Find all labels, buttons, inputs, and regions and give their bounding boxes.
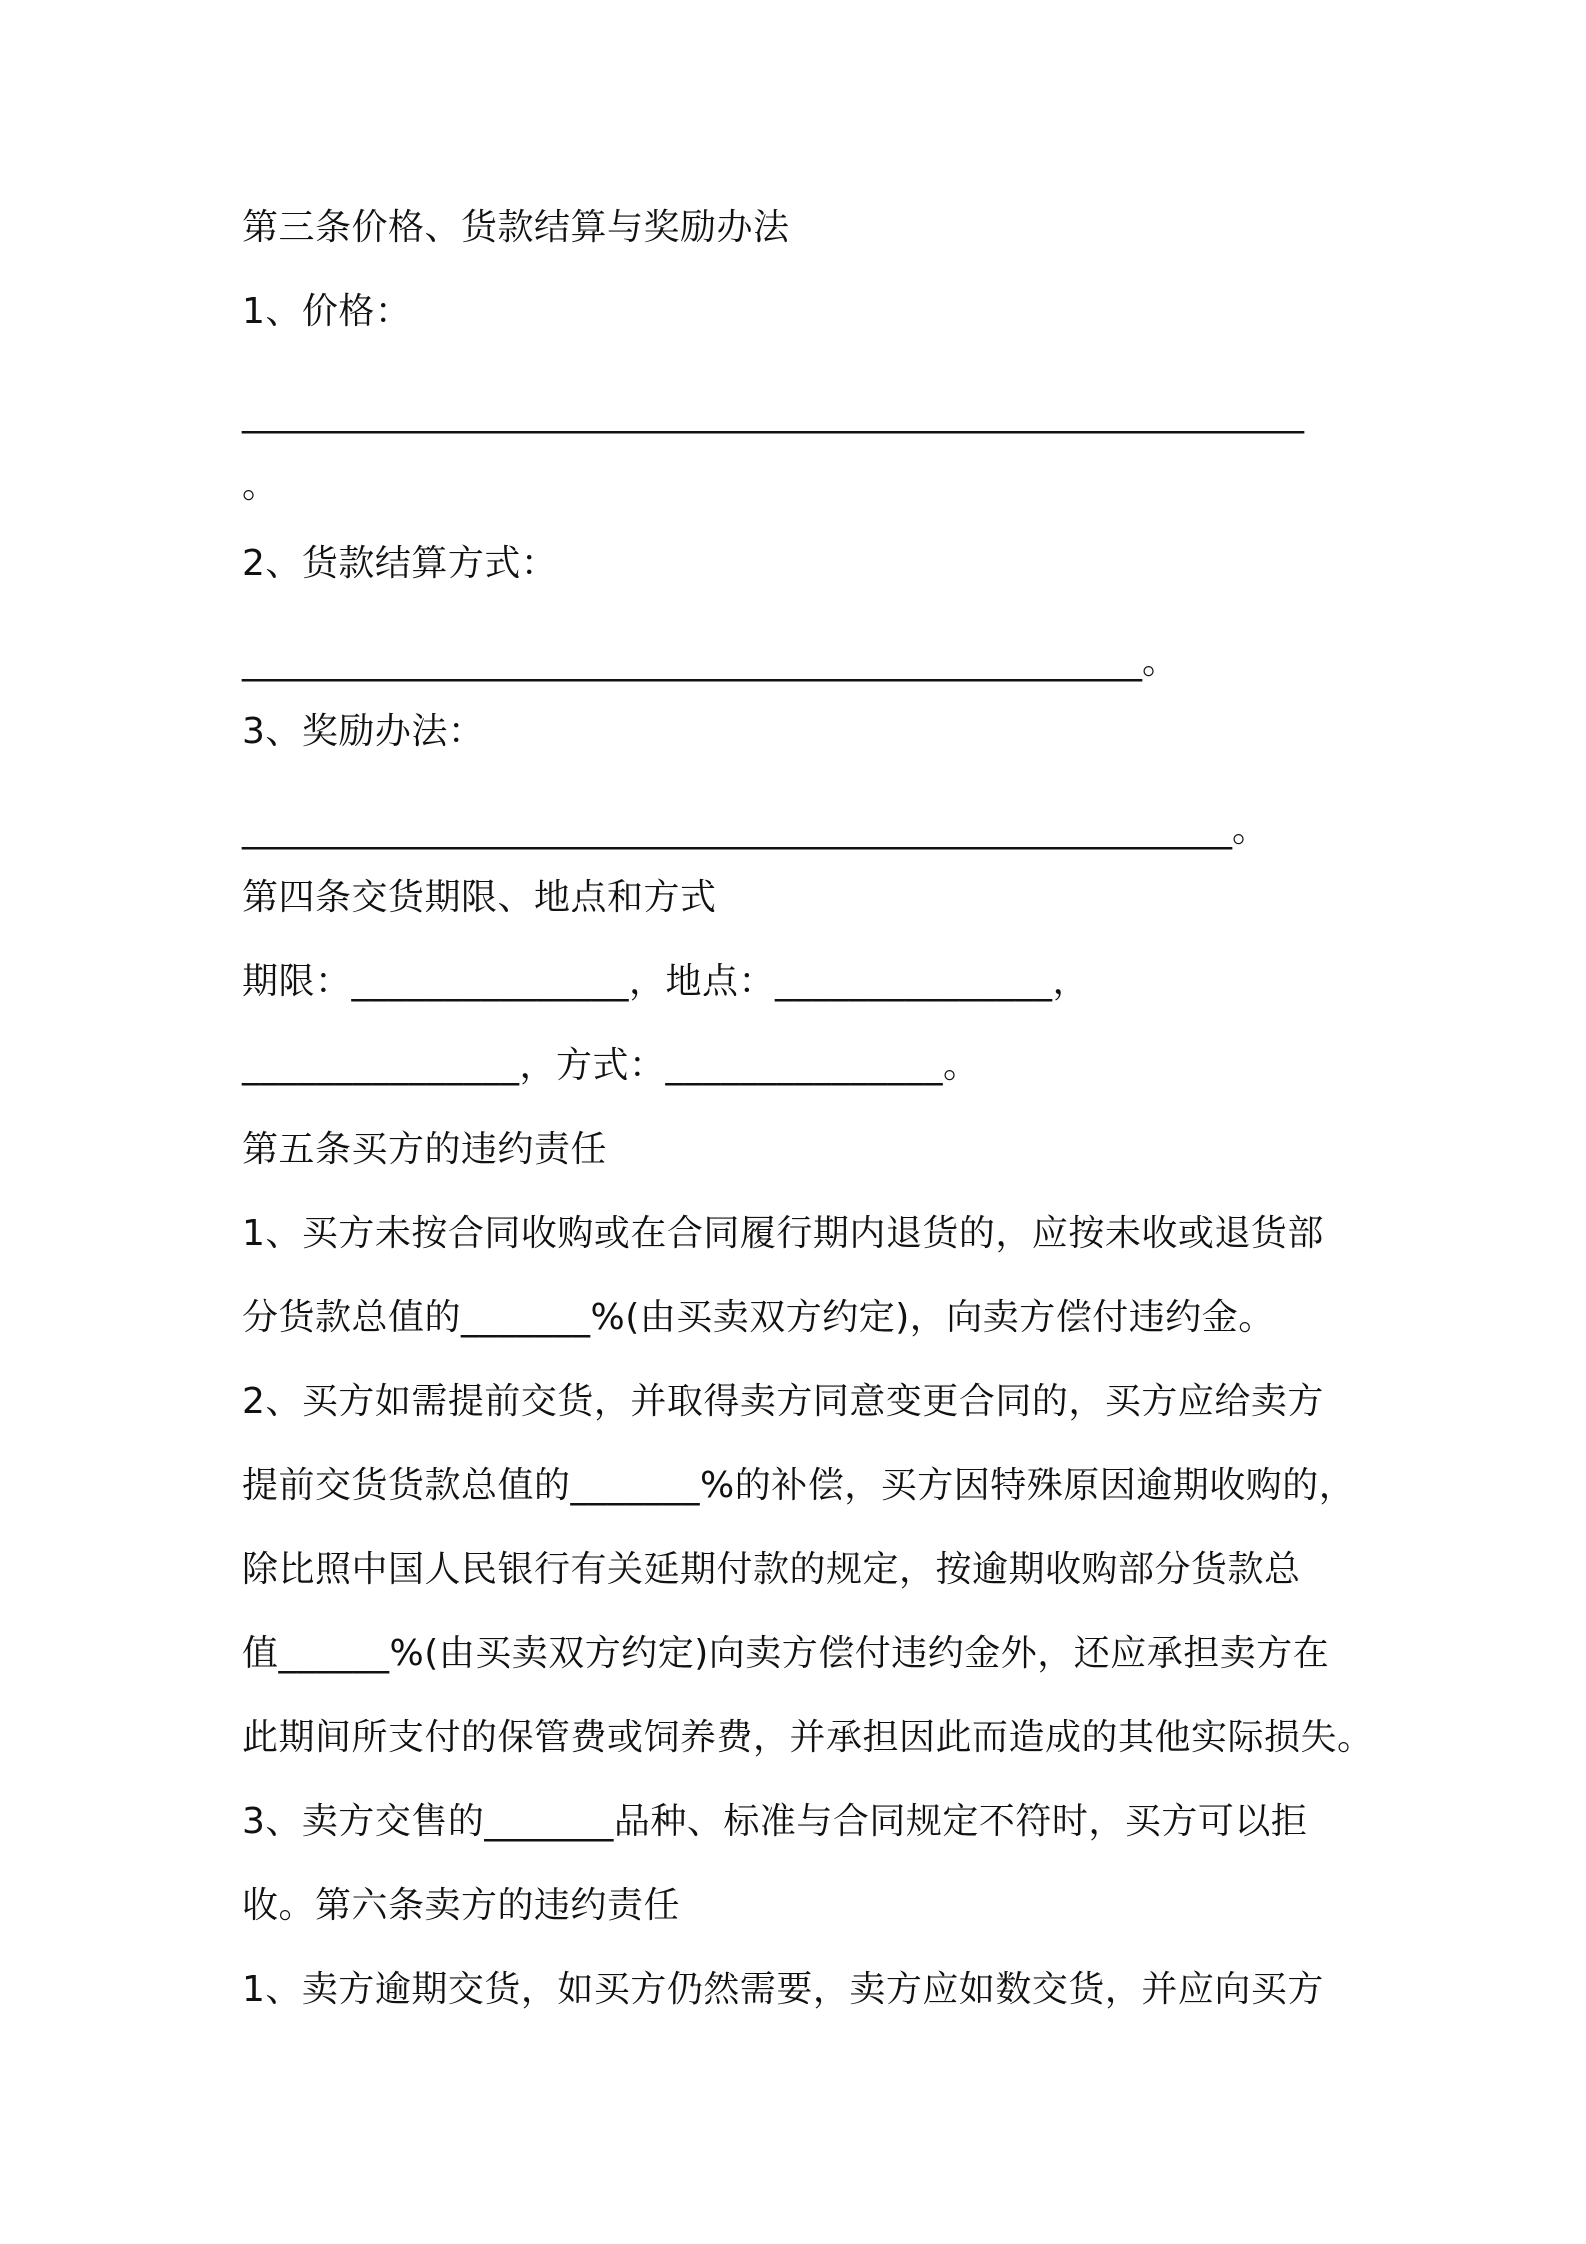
reward-blank: _______________________________________________________。 <box>242 809 1268 850</box>
settlement-label: 2、货款结算方式： <box>242 543 558 584</box>
reward-label: 3、奖励办法： <box>242 711 485 752</box>
article-3-heading: 第三条价格、货款结算与奖励办法 <box>242 207 790 248</box>
article-6-heading: 收。第六条卖方的违约责任 <box>242 1885 681 1926</box>
buyer-liability-2c: 除比照中国人民银行有关延期付款的规定，按逾期收购部分货款总 <box>242 1549 1301 1590</box>
delivery-method-line: _______________，方式：_______________。 <box>242 1045 980 1086</box>
buyer-liability-1b: 分货款总值的_______%(由买卖双方约定)，向卖方偿付违约金。 <box>242 1297 1275 1338</box>
delivery-term-line: 期限：_______________，地点：_______________， <box>242 961 1090 1002</box>
article-4-heading: 第四条交货期限、地点和方式 <box>242 877 717 918</box>
article-5-heading: 第五条买方的违约责任 <box>242 1129 608 1170</box>
price-blank: ___________________________________________________________ <box>242 393 1304 434</box>
buyer-liability-2d: 值______%(由买卖双方约定)向卖方偿付违约金外，还应承担卖方在 <box>242 1633 1330 1674</box>
buyer-liability-2b: 提前交货货款总值的_______%的补偿，买方因特殊原因逾期收购的， <box>242 1465 1356 1506</box>
settlement-blank: __________________________________________________。 <box>242 641 1178 682</box>
buyer-liability-3a: 3、卖方交售的_______品种、标准与合同规定不符时，买方可以拒 <box>242 1801 1308 1842</box>
buyer-liability-2a: 2、买方如需提前交货，并取得卖方同意变更合同的，买方应给卖方 <box>242 1381 1324 1422</box>
buyer-liability-2e: 此期间所支付的保管费或饲养费，并承担因此而造成的其他实际损失。 <box>242 1717 1374 1758</box>
price-blank-end: 。 <box>242 465 279 506</box>
buyer-liability-1a: 1、买方未按合同收购或在合同履行期内退货的，应按未收或退货部 <box>242 1213 1324 1254</box>
price-label: 1、价格： <box>242 291 412 332</box>
seller-liability-1a: 1、卖方逾期交货，如买方仍然需要，卖方应如数交货，并应向买方 <box>242 1969 1324 2010</box>
